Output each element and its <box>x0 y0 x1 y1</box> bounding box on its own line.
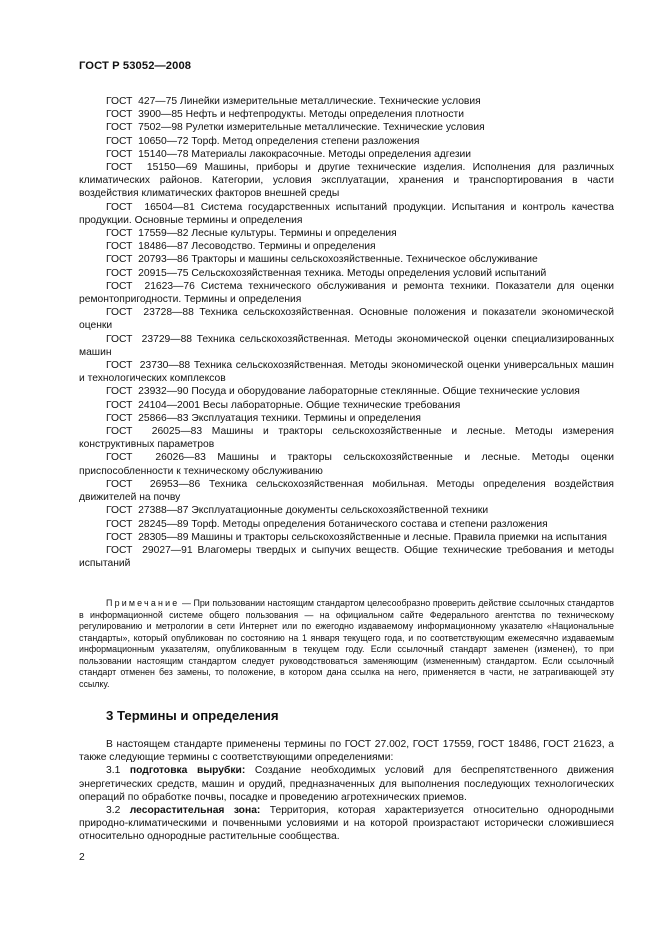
reference-code: ГОСТ 23932—90 <box>106 386 189 398</box>
reference-title: Эксплуатация техники. Термины и определения <box>191 412 421 424</box>
reference-code: ГОСТ 25866—83 <box>106 412 189 424</box>
term-name: лесорастительная зона: <box>129 805 261 817</box>
reference-item <box>79 451 614 477</box>
term-number: 3.1 <box>106 765 121 777</box>
reference-item <box>79 253 614 266</box>
reference-title: Система технического обслуживания и ремонта техники. Показатели для оценки ремонтопригодности. Термины и определения <box>79 280 614 306</box>
reference-item <box>79 280 614 306</box>
reference-item <box>79 412 614 425</box>
note-paragraph <box>79 598 614 690</box>
reference-code: ГОСТ 24104—2001 <box>106 399 200 411</box>
reference-title: Техника сельскохозяйственная. Методы экономической оценки специализированных машин <box>79 333 614 358</box>
section-body <box>79 738 614 844</box>
reference-title: Машины, приборы и другие технические изделия. Исполнения для различных климатических районов. Категории, условия эксплуатации, хранения и транспортирования в части воздействия климатических факторов внешней среды <box>79 162 614 200</box>
reference-code: ГОСТ 7502—98 <box>106 122 183 134</box>
note-label: Примечание <box>106 598 180 608</box>
reference-code: ГОСТ 29027—91 <box>106 544 193 556</box>
reference-code: ГОСТ 3900—85 <box>106 109 183 121</box>
reference-title: Линейки измерительные металлические. Технические условия <box>179 96 481 107</box>
reference-item <box>79 240 614 253</box>
reference-title: Система государственных испытаний продукции. Испытания и контроль качества продукции. Основные термины и определения <box>79 201 614 226</box>
reference-title: Машины и тракторы сельскохозяйственные и лесные. Правила приемки на испытания <box>191 531 607 543</box>
reference-item <box>79 531 614 544</box>
reference-title: Лесные культуры. Термины и определения <box>191 228 397 240</box>
reference-code: ГОСТ 21623—76 <box>106 280 195 292</box>
reference-title: Тракторы и машины сельскохозяйственные. Техническое обслуживание <box>191 254 538 266</box>
reference-code: ГОСТ 15150—69 <box>106 162 198 174</box>
reference-title: Машины и тракторы сельскохозяйственные и лесные. Методы измерения конструктивных параметров <box>79 426 615 451</box>
reference-code: ГОСТ 27388—87 <box>106 505 189 517</box>
reference-item <box>79 267 614 280</box>
reference-code: ГОСТ 15140—78 <box>106 148 189 160</box>
reference-code: ГОСТ 16504—81 <box>106 201 195 213</box>
term-text: Территория, которая характеризуется относительно однородными природно-климатическими и почвенными условиями и на которой произрастают исторически сложившиеся относительно однородные растительные сообщества. <box>79 805 614 843</box>
reference-code: ГОСТ 18486—87 <box>106 241 189 253</box>
reference-code: ГОСТ 23730—88 <box>106 360 191 372</box>
reference-title: Торф. Методы определения ботанического состава и степени разложения <box>191 518 548 530</box>
term-number: 3.2 <box>106 805 121 817</box>
reference-title: Весы лабораторные. Общие технические требования <box>202 399 461 411</box>
reference-title: Рулетки измерительные металлические. Технические условия <box>185 122 485 134</box>
term-name: подготовка вырубки: <box>129 765 246 777</box>
reference-title: Посуда и оборудование лабораторные стеклянные. Общие технические условия <box>191 386 580 398</box>
reference-title: Техника сельскохозяйственная. Основные положения и показатели экономической оценки <box>79 307 614 332</box>
reference-item <box>79 161 614 201</box>
reference-item <box>79 478 614 504</box>
reference-code: ГОСТ 23728—88 <box>106 307 194 319</box>
reference-item <box>79 504 614 517</box>
reference-title: Техника сельскохозяйственная мобильная. Методы определения воздействия движителей на почву <box>79 478 614 504</box>
reference-code: ГОСТ 26953—86 <box>106 478 201 490</box>
page-number: 2 <box>79 852 85 863</box>
reference-list <box>79 95 614 570</box>
reference-code: ГОСТ 20915—75 <box>106 267 189 279</box>
reference-title: Эксплуатационные документы сельскохозяйственной техники <box>191 505 489 517</box>
reference-code: ГОСТ 26025—83 <box>106 426 203 438</box>
note-text: — При пользовании настоящим стандартом целесообразно проверить действие ссылочных стандартов в информационной системе общего пользования — на официальном сайте Федерального агентства по техническому регулированию и метрологии в сети Интернет или по ежегодно издаваемому информационному указателю «Национальные стандарты», который опубликован по состоянию на 1 января текущего года, и по соответствующим ежемесячно издаваемым информационным указателям, опубликованным в текущем году. Если ссылочный стандарт заменен (изменен), то при пользовании настоящим стандартом следует руководствоваться заменяющим (измененным) стандартом. Если ссылочный стандарт отменен без замены, то положение, в котором дана ссылка на него, применяется в части, не затрагивающей эту ссылку. <box>79 598 615 689</box>
reference-code: ГОСТ 28245—89 <box>106 518 189 530</box>
reference-item <box>79 108 614 121</box>
reference-code: ГОСТ 10650—72 <box>106 135 189 147</box>
reference-title: Техника сельскохозяйственная. Методы экономической оценки универсальных машин и технологических комплексов <box>79 360 614 385</box>
reference-title: Лесоводство. Термины и определения <box>191 241 376 253</box>
reference-item <box>79 425 614 451</box>
reference-item <box>79 399 614 412</box>
reference-item <box>79 148 614 161</box>
reference-item <box>79 359 614 385</box>
reference-title: Машины и тракторы сельскохозяйственные и лесные. Методы оценки приспособленности к техническому обслуживанию <box>79 452 614 477</box>
reference-title: Сельскохозяйственная техника. Методы определения условий испытаний <box>191 267 547 279</box>
reference-code: ГОСТ 23729—88 <box>106 333 193 345</box>
reference-code: ГОСТ 17559—82 <box>106 228 189 240</box>
term-text: Создание необходимых условий для беспрепятственного движения энергетических средств, машин и орудий, предназначенных для выполнения последующих технологических операций по обработке почвы, посадке и проведению агротехнических приемов. <box>79 765 614 803</box>
reference-item <box>79 227 614 240</box>
section-intro: В настоящем стандарте применены термины по ГОСТ 27.002, ГОСТ 17559, ГОСТ 18486, ГОСТ 21623, а также следующие термины с соответствующими определениями: <box>79 739 614 764</box>
page-header: ГОСТ Р 53052—2008 <box>79 60 192 72</box>
reference-item <box>79 333 614 359</box>
reference-code: ГОСТ 26026—83 <box>106 452 206 464</box>
reference-item <box>79 385 614 398</box>
section-heading: 3 Термины и определения <box>106 708 279 723</box>
reference-item <box>79 135 614 148</box>
reference-item <box>79 544 614 570</box>
reference-item <box>79 306 614 332</box>
reference-item <box>79 518 614 531</box>
reference-item <box>79 201 614 227</box>
reference-title: Нефть и нефтепродукты. Методы определения плотности <box>185 109 464 121</box>
reference-title: Материалы лакокрасочные. Методы определения адгезии <box>191 148 472 160</box>
reference-code: ГОСТ 28305—89 <box>106 531 189 543</box>
term-definition <box>79 804 614 844</box>
term-definition <box>79 764 614 804</box>
reference-code: ГОСТ 427—75 <box>106 96 178 107</box>
reference-item <box>79 95 614 108</box>
reference-code: ГОСТ 20793—86 <box>106 254 189 266</box>
reference-title: Влагомеры твердых и сыпучих веществ. Общие технические требования и методы испытаний <box>79 544 614 570</box>
reference-title: Торф. Метод определения степени разложения <box>191 135 420 147</box>
reference-item <box>79 121 614 134</box>
